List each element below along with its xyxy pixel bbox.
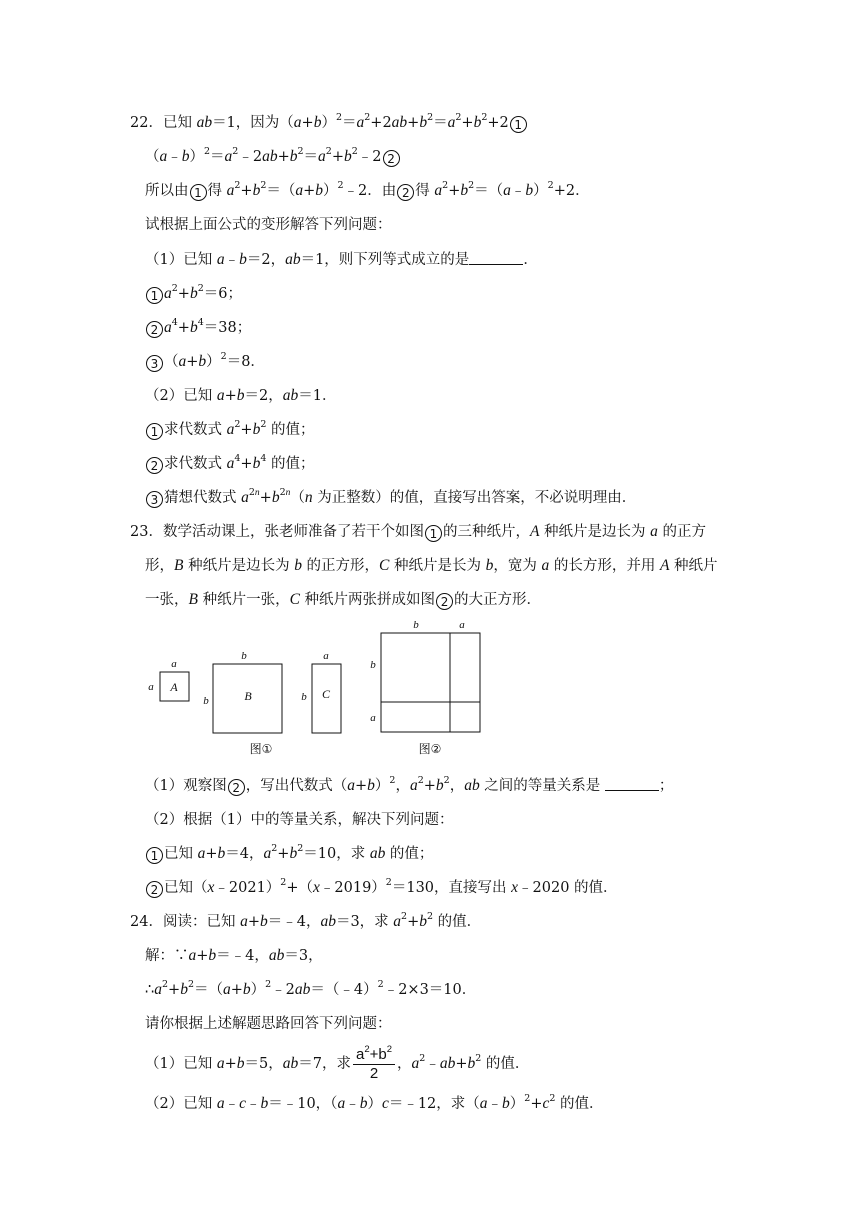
figure-1-piece-b-name: B — [244, 689, 252, 703]
figure-2-top-label-b: b — [413, 619, 419, 631]
q23-number: 23． — [130, 524, 163, 540]
q24-fraction-numerator: $a^2+b^2$ — [353, 1046, 395, 1065]
figure-1-caption: 图① — [249, 742, 273, 756]
q23-part-2-item-1: 1 已知 a+b＝4，$a^2+b^2=10$，求 ab 的值； — [145, 844, 433, 864]
q23-line-1: 23．数学活动课上，张老师准备了若干个如图 1 的三种纸片，A 种纸片是边长为 a 的正方 — [130, 523, 706, 541]
q24-fraction-denominator: 2 — [369, 1064, 379, 1082]
q24-number: 24． — [130, 914, 163, 930]
q22-part-2-item-2: 2 求代数式 $a^4+b^4$ 的值； — [145, 454, 314, 474]
q23-figure — [0, 612, 860, 762]
q22-part-1: （1）已知 a﹣b＝2，ab＝1，则下列等式成立的是 ． — [145, 251, 538, 268]
figure-2-big-square — [381, 633, 480, 732]
q22-part-1-option-2: 2 $a^4+b^4=38$； — [145, 318, 251, 338]
q22-line-1: 22．已知 ab＝1，因为$(a+b)^2=a^2+2ab+b^2=a^2+b^2+2$ 1 — [130, 113, 528, 133]
figure-1-piece-a-name: A — [170, 680, 178, 694]
q22-number: 22． — [130, 115, 163, 131]
q24-part-2: （2）已知 a﹣c﹣b＝﹣10，（a﹣b）c＝﹣12，求$(a﹣b)^2+c^2$ 的值． — [145, 1093, 604, 1112]
q23-part-2: （2）根据（1）中的等量关系，解决下列问题： — [145, 812, 454, 828]
figure-1-piece-b-left-label: b — [203, 695, 209, 707]
q24-line-1: 24．阅读：已知 a+b＝﹣4，ab＝3，求 $a^2+b^2$ 的值． — [130, 911, 482, 930]
figure-1-piece-b-top-label: b — [241, 650, 247, 662]
figure-2-left-label-b: b — [370, 659, 376, 671]
figure-1-piece-a-left-label: a — [148, 681, 154, 693]
figure-2-left-label-a: a — [370, 712, 376, 724]
q24-line-3: $\therefore a^2+b^2=(a+b)^2﹣2ab=(﹣4)^2﹣2\times 3=10$． — [145, 979, 477, 998]
q22-part-2: （2）已知 a+b＝2，ab＝1． — [145, 387, 337, 404]
figure-1-piece-c-name: C — [321, 687, 331, 701]
figure-1-piece-c-top-label: a — [323, 650, 329, 662]
q22-part-2-item-1: 1 求代数式 $a^2+b^2$ 的值； — [145, 420, 314, 440]
q23-line-2: 形，B 种纸片是边长为 b 的正方形，C 种纸片是长为 b，宽为 a 的长方形，并用 A 种纸片 — [145, 557, 718, 574]
q23-part-1: （1）观察图 2 ，写出代数式$(a+b)^2$，$a^2+b^2$，ab 之间的等量关系是 ； — [145, 775, 674, 795]
figure-1-piece-c-left-label: b — [301, 691, 307, 703]
q22-line-2: $(a﹣b)^2=a^2﹣2ab+b^2=a^2+b^2﹣2$ 2 — [145, 147, 401, 167]
q22-part-2-item-3: 3 猜想代数式 $a^{2n}+b^{2n}(n$ 为正整数）的值，直接写出答案，不必说明理由． — [145, 488, 636, 508]
figure-2-caption: 图② — [418, 742, 442, 756]
q22-line-4: 试根据上面公式的变形解答下列问题： — [145, 217, 392, 233]
q22-part-1-option-1: 1 $a^2+b^2=6$； — [145, 284, 242, 304]
q23-line-3: 一张，B 种纸片一张，C 种纸片两张拼成如图 2 的大正方形． — [145, 591, 542, 609]
figure-1-piece-a-top-label: a — [171, 658, 177, 670]
q24-part-1: （1）已知 a+b＝5，ab＝7，求 $\frac{a^2+b^2}{2}$ ，$a^2﹣ab+b^2$ 的值． — [145, 1043, 530, 1082]
q24-fraction — [353, 1043, 395, 1083]
q22-line-3: 所以由 1 得 $a^2+b^2=(a+b)^2﹣2$．由 2 得 $a^2+b^2=(a﹣b)^2+2$． — [145, 180, 590, 200]
figure-2-top-label-a: a — [459, 619, 465, 631]
q24-line-4: 请你根据上述解题思路回答下列问题： — [145, 1016, 392, 1032]
q23-part-2-item-2: 2 已知（x﹣2021）$^2$+（x﹣2019）$^2$＝130，直接写出 x﹣2020 的值． — [145, 878, 618, 898]
q24-line-2: 解：∵a+b＝﹣4，ab＝3， — [145, 947, 323, 964]
q22-part-1-option-3: 3 $(a+b)^2=8$． — [145, 352, 265, 372]
